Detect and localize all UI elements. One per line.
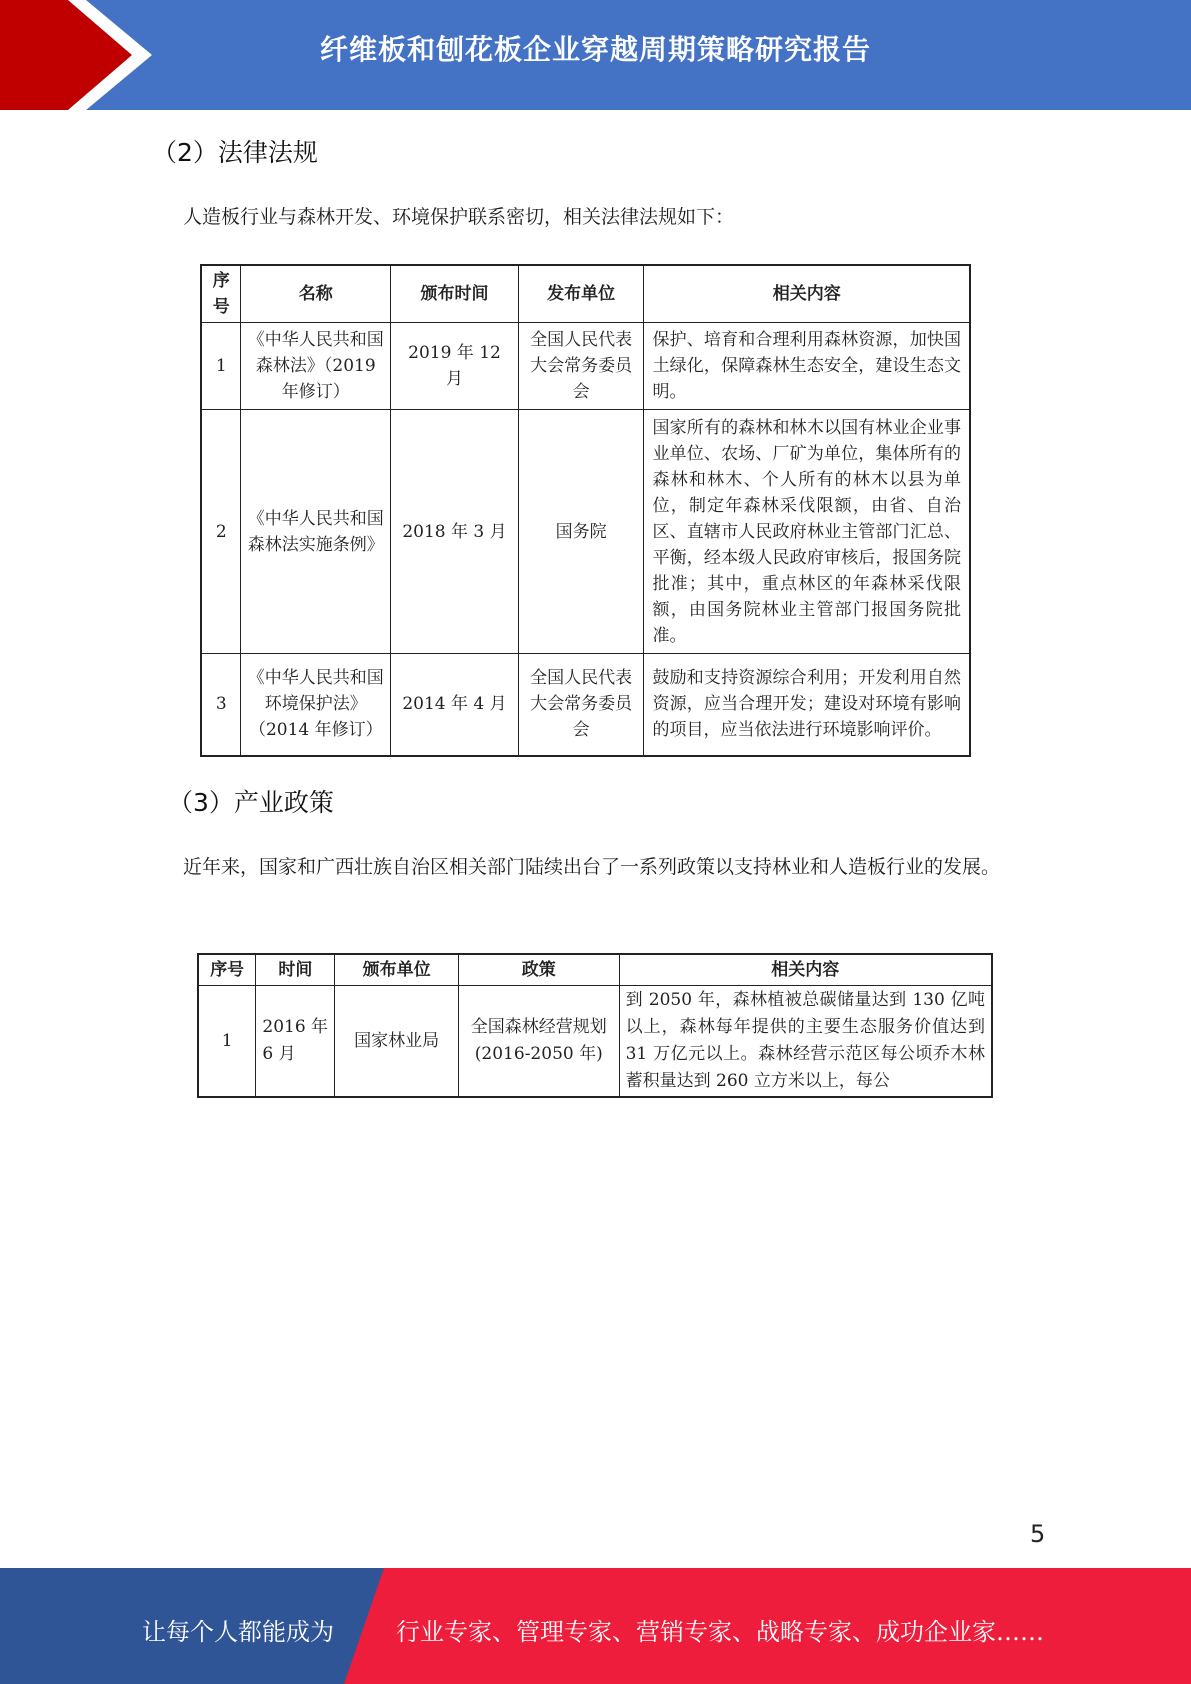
section-heading-laws: （2）法律法规 <box>152 138 318 167</box>
table-row <box>201 323 970 410</box>
col-header-issuer: 颁布单位 <box>335 954 459 986</box>
section-heading-policies: （3）产业政策 <box>168 788 334 817</box>
cell-issuer: 全国人民代表大会常务委员会 <box>518 654 644 756</box>
table-row <box>201 410 970 654</box>
cell-no: 2 <box>201 410 241 654</box>
cell-no: 1 <box>198 986 256 1098</box>
header-title: 纤维板和刨花板企业穿越周期策略研究报告 <box>320 33 872 66</box>
page-footer <box>0 1568 1191 1684</box>
cell-content: 鼓励和支持资源综合利用；开发利用自然资源，应当合理开发；建设对环境有影响的项目，应当依法进行环境影响评价。 <box>644 654 970 756</box>
col-header-content: 相关内容 <box>619 954 992 986</box>
col-header-issuer: 发布单位 <box>518 265 644 323</box>
cell-name: 《中华人民共和国森林法实施条例》 <box>241 410 391 654</box>
cell-content: 国家所有的森林和林木以国有林业企业事业单位、农场、厂矿为单位，集体所有的森林和林木、个人所有的林木以县为单位，制定年森林采伐限额，由省、自治区、直辖市人民政府林业主管部门汇总、平衡，经本级人民政府审核后，报国务院批准；其中，重点林区的年森林采伐限额，由国务院林业主管部门报国务院批准。 <box>644 410 970 654</box>
cell-date: 2014 年 4 月 <box>391 654 519 756</box>
cell-content: 保护、培育和合理利用森林资源，加快国土绿化，保障森林生态安全，建设生态文明。 <box>644 323 970 410</box>
col-header-date: 时间 <box>256 954 335 986</box>
cell-issuer: 国家林业局 <box>335 986 459 1098</box>
cell-issuer: 全国人民代表大会常务委员会 <box>518 323 644 410</box>
cell-name: 《中华人民共和国森林法》（2019 年修订） <box>241 323 391 410</box>
col-header-name: 名称 <box>241 265 391 323</box>
col-header-no: 序号 <box>198 954 256 986</box>
cell-content: 到 2050 年，森林植被总碳储量达到 130 亿吨以上，森林每年提供的主要生态服务价值达到 31 万亿元以上。森林经营示范区每公顷乔木林蓄积量达到 260 立方米以上，每公 <box>619 986 992 1098</box>
cell-no: 1 <box>201 323 241 410</box>
cell-issuer: 国务院 <box>518 410 644 654</box>
cell-date: 2019 年 12 月 <box>391 323 519 410</box>
page-header <box>0 0 1191 110</box>
policies-table <box>197 953 993 1098</box>
col-header-content: 相关内容 <box>644 265 970 323</box>
table-row <box>201 654 970 756</box>
laws-intro-paragraph: 人造板行业与森林开发、环境保护联系密切，相关法律法规如下： <box>183 206 735 228</box>
footer-slogan-left: 让每个人都能成为 <box>142 1618 334 1646</box>
footer-slogan-right: 行业专家、管理专家、营销专家、战略专家、成功企业家…… <box>396 1618 1044 1646</box>
cell-date: 2018 年 3 月 <box>391 410 519 654</box>
col-header-no: 序号 <box>201 265 241 323</box>
cell-policy: 全国森林经营规划(2016-2050 年) <box>458 986 619 1098</box>
cell-no: 3 <box>201 654 241 756</box>
policies-intro-paragraph: 近年来，国家和广西壮族自治区相关部门陆续出台了一系列政策以支持林业和人造板行业的发展。 <box>183 856 1001 878</box>
page-number: 5 <box>1030 1520 1046 1548</box>
table-row <box>198 986 992 1098</box>
col-header-policy: 政策 <box>458 954 619 986</box>
policies-table-header-row <box>198 954 992 986</box>
cell-date: 2016 年 6 月 <box>256 986 335 1098</box>
laws-table-header-row <box>201 265 970 323</box>
laws-table <box>200 264 971 757</box>
col-header-date: 颁布时间 <box>391 265 519 323</box>
cell-name: 《中华人民共和国环境保护法》（2014 年修订） <box>241 654 391 756</box>
